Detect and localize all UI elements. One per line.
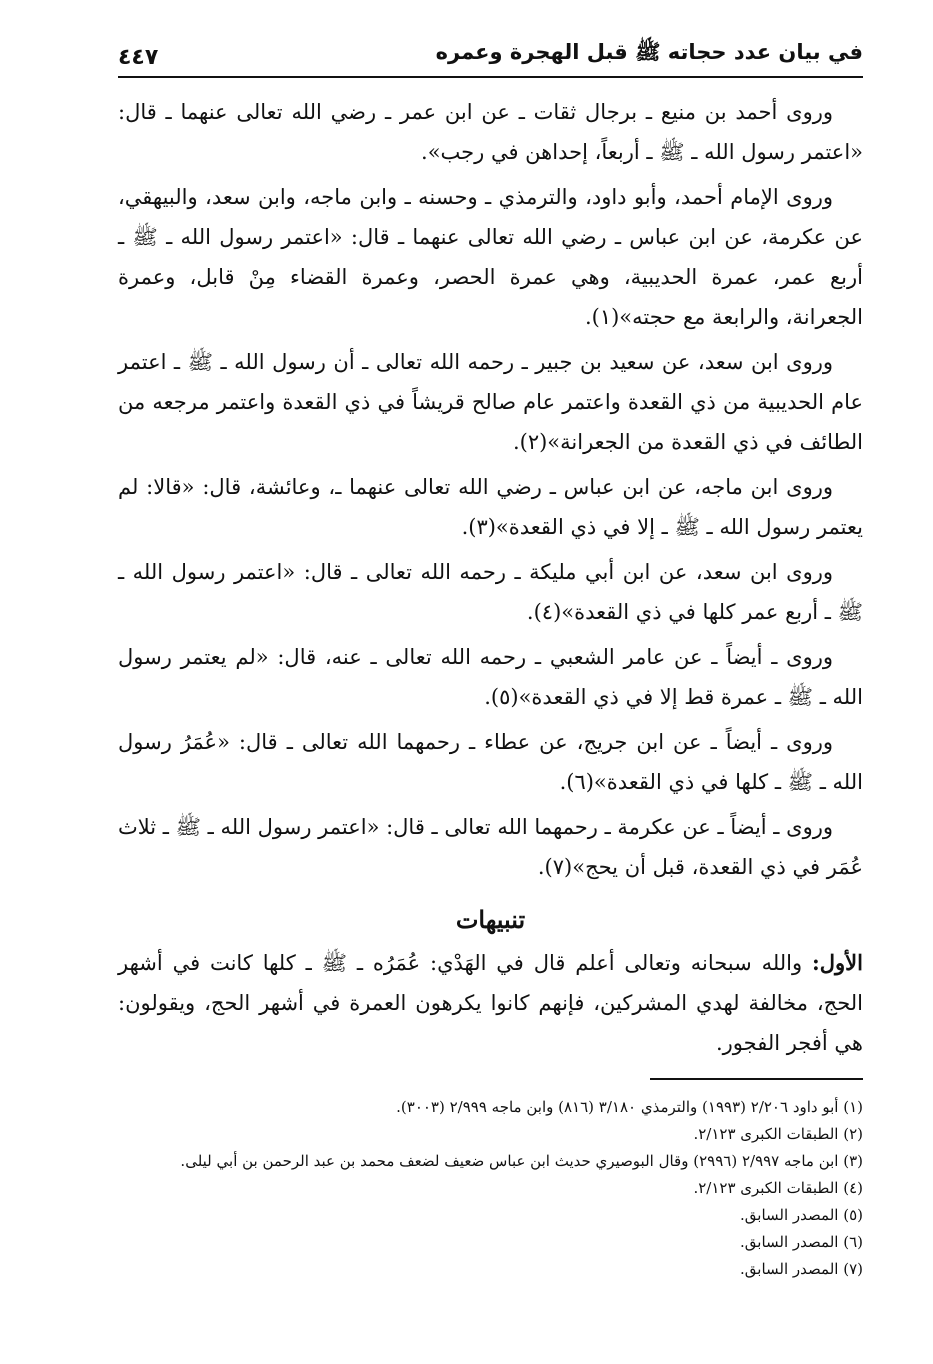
paragraph-7: وروى ـ أيضاً ـ عن ابن جريج، عن عطاء ـ رحمهما الله تعالى ـ قال: «عُمَرُ رسول الله ـ ﷺ ـ كلها في ذي القعدة»(٦). [118, 730, 863, 794]
footnote-5: (٥) المصدر السابق. [740, 1206, 863, 1224]
footnote-4: (٤) الطبقات الكبرى ٢/١٢٣. [693, 1179, 863, 1197]
footnote-2: (٢) الطبقات الكبرى ٢/١٢٣. [693, 1125, 863, 1143]
footnotes [118, 1094, 863, 1283]
paragraph-8: وروى ـ أيضاً ـ عن عكرمة ـ رحمهما الله تعالى ـ قال: «اعتمر رسول الله ـ ﷺ ـ ثلاث عُمَر في ذي القعدة، قبل أن يحج»(٧). [117, 815, 863, 879]
footnote-3: (٣) ابن ماجه ٢/٩٩٧ (٢٩٩٦) وقال البوصيري حديث ابن عباس ضعيف لضعف محمد بن عبد الرحمن بن أبي ليلى. [180, 1152, 863, 1170]
section-first-paragraph [118, 943, 863, 1063]
paragraph-1: وروى أحمد بن منيع ـ برجال ثقات ـ عن ابن عمر ـ رضي الله تعالى عنهما ـ قال: «اعتمر رسول الله ـ ﷺ ـ أربعاً، إحداهن في رجب». [118, 100, 863, 164]
paragraph-6: وروى ـ أيضاً ـ عن عامر الشعبي ـ رحمه الله تعالى ـ عنه، قال: «لم يعتمر رسول الله ـ ﷺ ـ عمرة قط إلا في ذي القعدة»(٥). [118, 645, 863, 709]
first-text: والله سبحانه وتعالى أعلم قال في الهَدْي: عُمَرُه ـ ﷺ ـ كلها كانت في أشهر الحج، مخالفة لهدي المشركين، فإنهم كانوا يكرهون العمرة في أشهر الحج، ويقولون: هي أفجر الفجور. [118, 951, 863, 1055]
first-lead: الأول: [812, 950, 863, 975]
paragraph-3: وروى ابن سعد، عن سعيد بن جبير ـ رحمه الله تعالى ـ أن رسول الله ـ ﷺ ـ اعتمر عام الحديبية من ذي القعدة واعتمر عام صالح قريشاً في ذي القعدة واعتمر مرجعه من الطائف في ذي القعدة من الجعرانة»(٢). [118, 350, 863, 454]
paragraph-4: وروى ابن ماجه، عن ابن عباس ـ رضي الله تعالى عنهما ـ، وعائشة، قال: «قالا: لم يعتمر رسول الله ـ ﷺ ـ إلا في ذي القعدة»(٣). [118, 475, 863, 539]
footnote-1: (١) أبو داود ٢/٢٠٦ (١٩٩٣) والترمذي ٣/١٨٠ (٨١٦) وابن ماجه ٢/٩٩٩ (٣٠٠٣). [396, 1098, 863, 1116]
main-text [118, 92, 863, 1068]
page-header [118, 28, 863, 78]
footnote-7: (٧) المصدر السابق. [740, 1260, 863, 1278]
page-number: ٤٤٧ [118, 45, 159, 70]
paragraph-5: وروى ابن سعد، عن ابن أبي مليكة ـ رحمه الله تعالى ـ قال: «اعتمر رسول الله ـ ﷺ ـ أربع عمر كلها في ذي القعدة»(٤). [118, 560, 863, 624]
paragraph-2: وروى الإمام أحمد، وأبو داود، والترمذي ـ وحسنه ـ وابن ماجه، وابن سعد، والبيهقي، عن عكرمة، عن ابن عباس ـ رضي الله تعالى عنهما ـ قال: «اعتمر رسول الله ـ ﷺ ـ أربع عمر، عمرة الحديبية، وهي عمرة الحصر، وعمرة القضاء مِنْ قابل، وعمرة الجعرانة، والرابعة مع حجته»(١). [118, 185, 863, 329]
section-heading: تنبيهات [455, 905, 526, 934]
footnote-6: (٦) المصدر السابق. [740, 1233, 863, 1251]
running-title: في بيان عدد حجاته ﷺ قبل الهجرة وعمره [435, 40, 863, 64]
footnote-divider [650, 1078, 863, 1080]
